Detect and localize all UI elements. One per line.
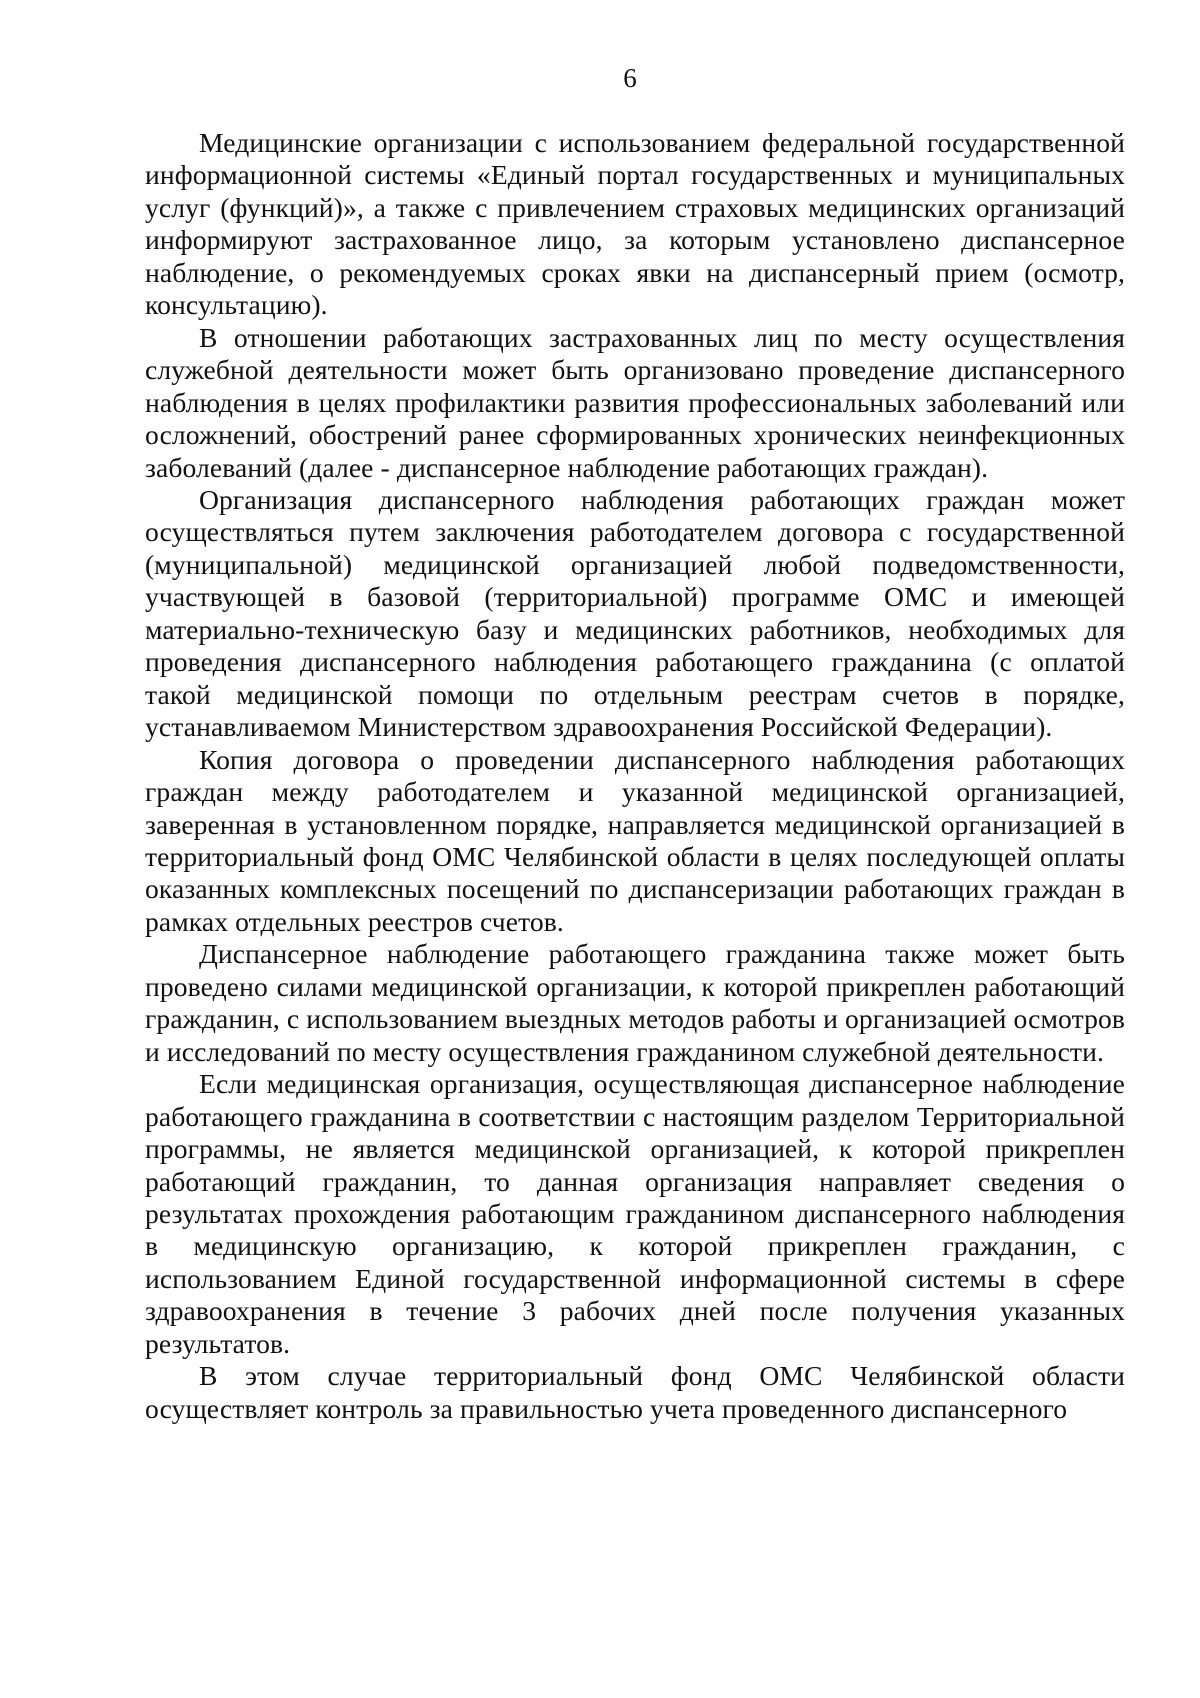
- paragraph-results-transfer: Если медицинская организация, осуществляющая диспансерное наблюдение работающего гражданина в соответствии с настоящим разделом Территориальной программы, не является медицинской организацией, к которой прикреплен работающий гражданин, то данная организация направляет сведения о результатах прохождения работающим гражданином диспансерного наблюдения в медицинскую организацию, к которой прикреплен гражданин, с использованием Единой государственной информационной системы в сфере здравоохранения в течение 3 рабочих дней после получения указанных результатов.: [145, 1068, 1125, 1359]
- paragraph-working-citizens: В отношении работающих застрахованных лиц по месту осуществления служебной деятельности может быть организовано проведение диспансерного наблюдения в целях профилактики развития профессиональных заболеваний или осложнений, обострений ранее сформированных хронических неинфекционных заболеваний (далее - диспансерное наблюдение работающих граждан).: [145, 321, 1125, 483]
- paragraph-organization: Организация диспансерного наблюдения работающих граждан может осуществляться путем заключения работодателем договора с государственной (муниципальной) медицинской организацией любой подведомственности, участвующей в базовой (территориальной) программе ОМС и имеющей материально-техническую базу и медицинских работников, необходимых для проведения диспансерного наблюдения работающего гражданина (с оплатой такой медицинской помощи по отдельным реестрам счетов в порядке, устанавливаемом Министерством здравоохранения Российской Федерации).: [145, 483, 1125, 743]
- page-number: 6: [623, 63, 637, 93]
- paragraph-fund-control: В этом случае территориальный фонд ОМС Челябинской области осуществляет контроль за правильностью учета проведенного диспансерного: [145, 1360, 1125, 1424]
- document-body: [145, 127, 1125, 1425]
- paragraph-informing: Медицинские организации с использованием федеральной государственной информационной системы «Единый портал государственных и муниципальных услуг (функций)», а также с привлечением страховых медицинских организаций информируют застрахованное лицо, за которым установлено диспансерное наблюдение, о рекомендуемых сроках явки на диспансерный прием (осмотр, консультацию).: [145, 127, 1125, 321]
- paragraph-contract-copy: Копия договора о проведении диспансерного наблюдения работающих граждан между работодателем и указанной медицинской организацией, заверенная в установленном порядке, направляется медицинской организацией в территориальный фонд ОМС Челябинской области в целях последующей оплаты оказанных комплексных посещений по диспансеризации работающих граждан в рамках отдельных реестров счетов.: [145, 743, 1125, 937]
- paragraph-attached-organization: Диспансерное наблюдение работающего гражданина также может быть проведено силами медицинской организации, к которой прикреплен работающий гражданин, с использованием выездных методов работы и организацией осмотров и исследований по месту осуществления гражданином служебной деятельности.: [145, 938, 1125, 1067]
